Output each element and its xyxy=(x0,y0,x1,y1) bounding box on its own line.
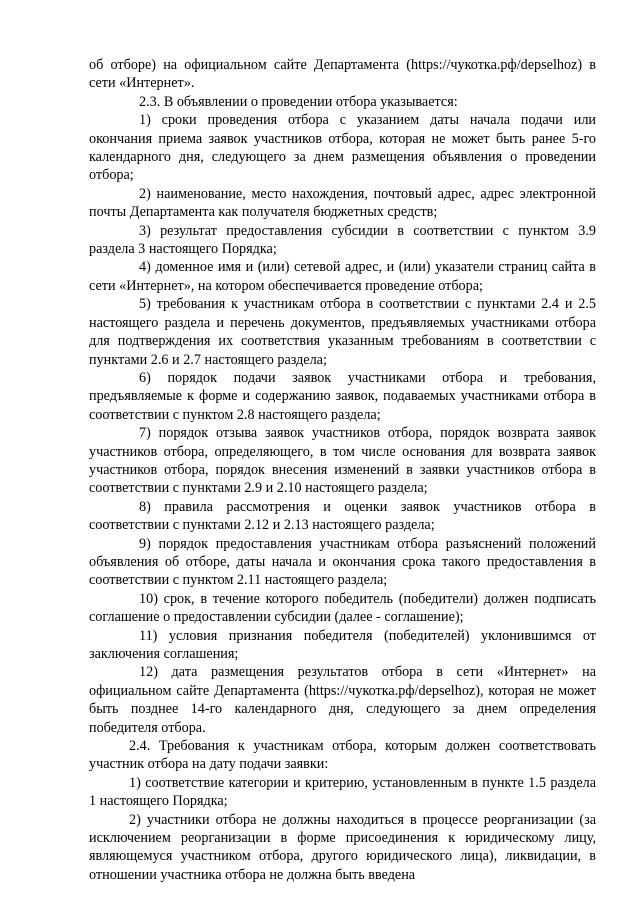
list-item-2: 2) наименование, место нахождения, почтовый адрес, адрес электронной почты Департамента как получателя бюджетных средств; xyxy=(89,185,596,221)
list-item-10: 10) срок, в течение которого победитель (победители) должен подписать соглашение о предоставлении субсидии (далее - соглашение); xyxy=(89,590,596,626)
list-item-6: 6) порядок подачи заявок участниками отбора и требования, предъявляемые к форме и содержанию заявок, подаваемых участниками отбора в соответствии с пунктом 2.8 настоящего раздела; xyxy=(89,369,596,423)
section-2-3-heading: 2.3. В объявлении о проведении отбора указывается: xyxy=(139,93,458,110)
document-page xyxy=(89,56,596,884)
list-item-9: 9) порядок предоставления участникам отбора разъяснений положений объявления об отборе, даты начала и окончания срока такого предоставления в соответствии с пунктом 2.11 настоящего раздела; xyxy=(89,535,596,589)
requirement-item-2: 2) участники отбора не должны находиться в процессе реорганизации (за исключением реорганизации в форме присоединения к юридическому лицу, являющемуся участником отбора, другого юридического лица), ликвидации, в отношении участника отбора не должна быть введена xyxy=(89,811,596,883)
list-item-3: 3) результат предоставления субсидии в соответствии с пунктом 3.9 раздела 3 настоящего Порядка; xyxy=(89,222,596,258)
list-item-8: 8) правила рассмотрения и оценки заявок участников отбора в соответствии с пунктами 2.12 и 2.13 настоящего раздела; xyxy=(89,498,596,534)
paragraph-continuation: об отборе) на официальном сайте Департамента (https://чукотка.рф/depselhoz) в сети «Интернет». xyxy=(89,57,596,92)
list-item-12: 12) дата размещения результатов отбора в сети «Интернет» на официальном сайте Департамента (https://чукотка.рф/depselhoz), которая не может быть позднее 14-го календарного дня, следующего за днем определения победителя отбора. xyxy=(89,664,596,736)
list-item-4: 4) доменное имя и (или) сетевой адрес, и (или) указатели страниц сайта в сети «Интернет», на котором обеспечивается проведение отбора; xyxy=(89,259,596,294)
list-item-1: 1) сроки проведения отбора с указанием даты начала подачи или окончания приема заявок участников отбора, которая не может быть ранее 5-го календарного дня, следующего за днем размещения объявления о проведении отбора; xyxy=(89,112,596,184)
list-item-7: 7) порядок отзыва заявок участников отбора, порядок возврата заявок участников отбора, определяющего, в том числе основания для возврата заявок участников отбора, порядок внесения изменений в заявки участников отбора в соответствии с пунктами 2.9 и 2.10 настоящего раздела; xyxy=(89,425,596,497)
section-2-4-heading: 2.4. Требования к участникам отбора, которым должен соответствовать участник отбора на дату подачи заявки: xyxy=(89,738,596,773)
list-item-11: 11) условия признания победителя (победителей) уклонившимся от заключения соглашения; xyxy=(89,627,596,662)
list-item-5: 5) требования к участникам отбора в соответствии с пунктами 2.4 и 2.5 настоящего раздела и перечень документов, предъявляемых участниками отбора для подтверждения их соответствия указанным требованиям в соответствии с пунктами 2.6 и 2.7 настоящего раздела; xyxy=(89,296,596,368)
requirement-item-1: 1) соответствие категории и критерию, установленным в пункте 1.5 раздела 1 настоящего Порядка; xyxy=(89,774,596,810)
